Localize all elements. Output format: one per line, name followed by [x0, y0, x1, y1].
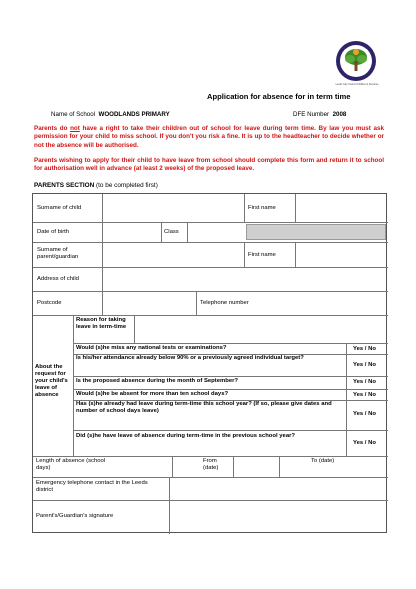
shaded-field [246, 224, 386, 240]
first-name2-field[interactable] [296, 243, 387, 266]
class-label: Class [164, 229, 179, 235]
question-5: Has (s)he already had leave during term-time this school year? (If so, please give dates and number of school days leave) [76, 401, 332, 414]
dfe-label: DFE Number [293, 111, 330, 118]
first-name2-label: First name [248, 252, 276, 258]
reason-field[interactable] [135, 316, 387, 342]
application-form [32, 193, 387, 533]
yes-no-3[interactable]: Yes / No [353, 379, 376, 385]
from-label: From (date) [203, 458, 219, 471]
dob-label: Date of birth [37, 229, 70, 235]
signature-label: Parent's/Guardian's signature [36, 513, 114, 519]
dfe-number-line [293, 111, 346, 118]
emergency-label: Emergency telephone contact in the Leeds district [36, 480, 148, 493]
address-field[interactable] [103, 268, 387, 290]
logo-caption: Leeds City Council Children's Services [335, 83, 379, 86]
from-field[interactable] [234, 457, 278, 476]
school-value: WOODLANDS PRIMARY [98, 111, 170, 118]
surname-child-label: Surname of child [37, 205, 82, 211]
telephone-field[interactable] [263, 292, 387, 314]
tree-in-circle-logo [334, 39, 378, 85]
address-label: Address of child [37, 276, 79, 282]
first-name-label: First name [248, 205, 276, 211]
to-field[interactable] [280, 457, 387, 476]
surname-parent-field[interactable] [103, 243, 243, 266]
surname-child-field[interactable] [103, 195, 243, 221]
notice-paragraph-1: Parents do not have a right to take their children out of school for leave during term time. By law you must ask permission for your child to miss school. If you don't you risk a fine. It is up to the headteacher to decide whether or not the absence will be authorised. [34, 125, 385, 149]
first-name-field[interactable] [296, 195, 387, 221]
dob-field[interactable] [103, 223, 160, 241]
class-field[interactable] [188, 223, 243, 241]
yes-no-6[interactable]: Yes / No [353, 440, 376, 446]
surname-parent-label: Surname of parent/guardian [37, 247, 79, 260]
question-1: Would (s)he miss any national tests or examinations? [76, 345, 227, 351]
school-name-line [51, 111, 170, 118]
about-request-label: About the request for your child's leave of absence [35, 364, 68, 398]
to-label: To (date) [311, 458, 335, 464]
dfe-value: 2008 [332, 111, 347, 118]
yes-no-5[interactable]: Yes / No [353, 411, 376, 417]
school-label: Name of School [51, 111, 96, 118]
yes-no-1[interactable]: Yes / No [353, 346, 376, 352]
length-label: Length of absence (school days) [36, 458, 106, 471]
signature-field[interactable] [170, 501, 387, 533]
question-6: Did (s)he have leave of absence during term-time in the previous school year? [76, 433, 295, 439]
question-3: Is the proposed absence during the month of September? [76, 378, 239, 384]
page-title: Application for absence for in term time [207, 92, 351, 101]
notice-paragraph-2: Parents wishing to apply for their child to have leave from school should complete this form and return it to school for authorisation well in advance (at least 2 weeks) of the proposed leave. [34, 157, 384, 173]
emergency-field[interactable] [170, 478, 387, 499]
postcode-field[interactable] [103, 292, 195, 314]
yes-no-2[interactable]: Yes / No [353, 362, 376, 368]
postcode-label: Postcode [37, 300, 62, 306]
yes-no-4[interactable]: Yes / No [353, 392, 376, 398]
section-heading: PARENTS SECTION (to be completed first) [34, 182, 158, 189]
question-2: Is his/her attendance already below 90% or a previously agreed individual target? [76, 355, 304, 361]
telephone-label: Telephone number [200, 300, 249, 306]
reason-label: Reason for taking leave in term-time [76, 317, 127, 330]
question-4: Would (s)he be absent for more than ten school days? [76, 391, 229, 397]
